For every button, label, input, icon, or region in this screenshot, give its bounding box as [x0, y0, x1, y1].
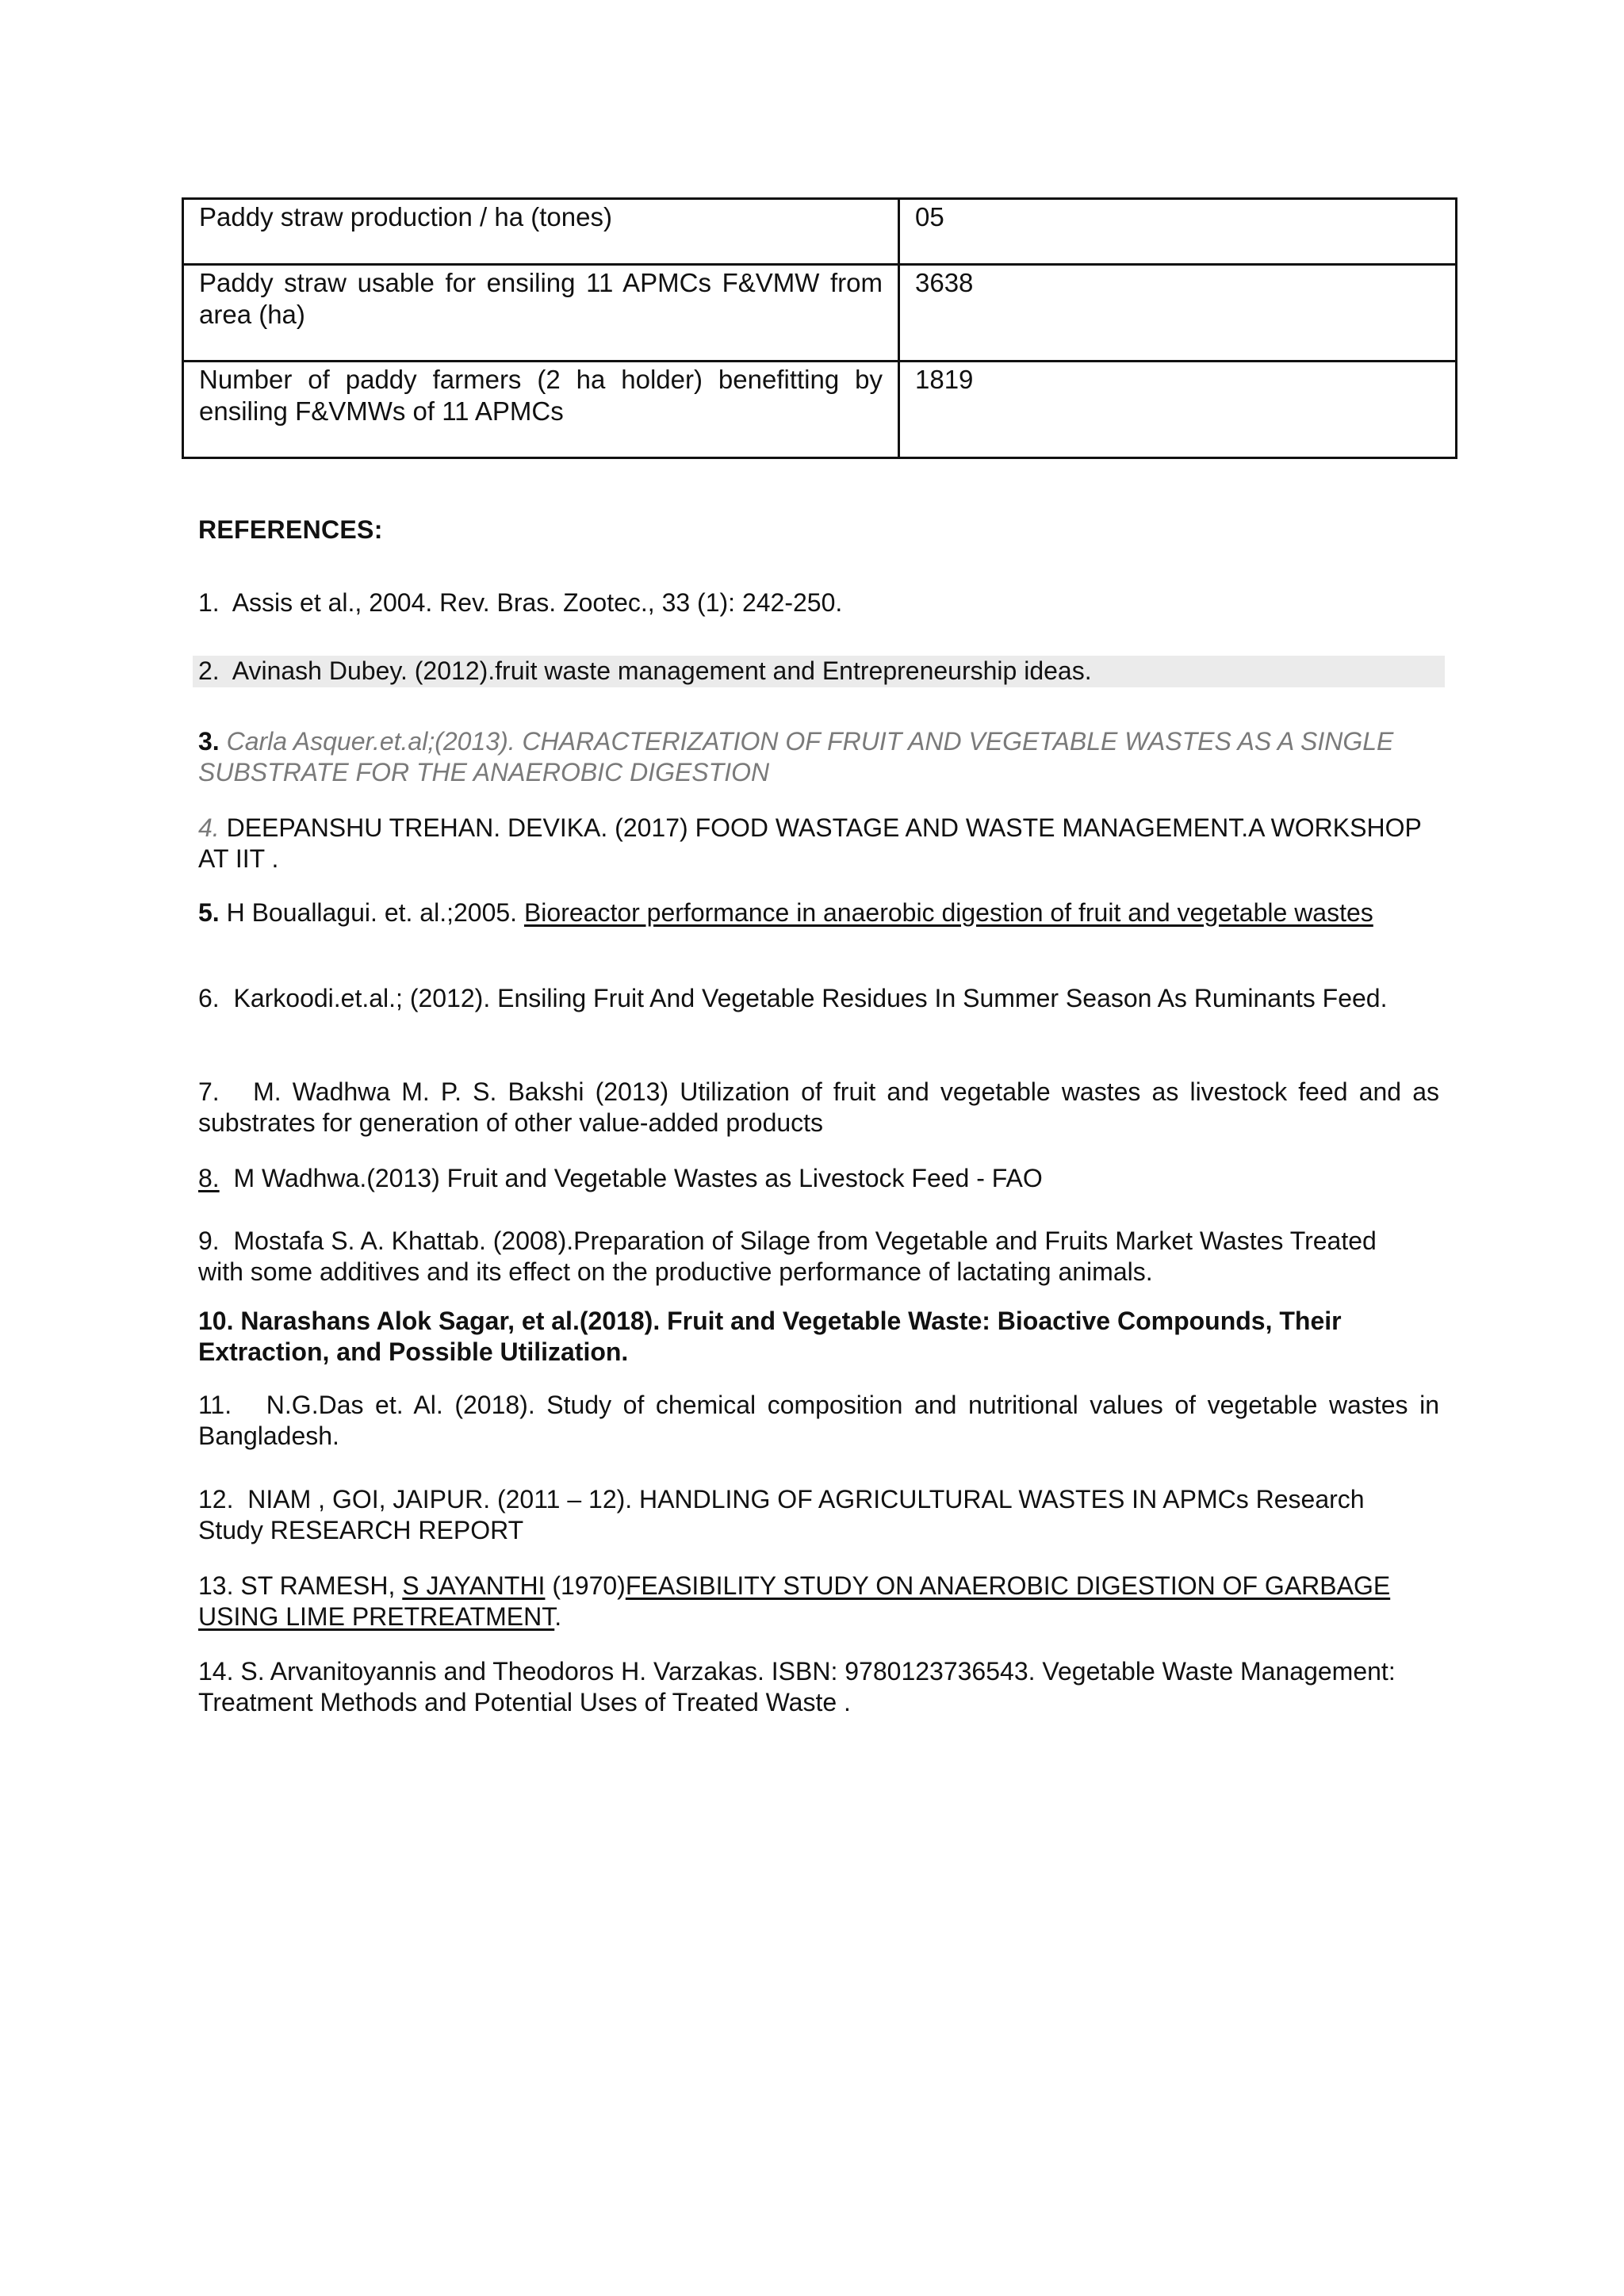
reference-item	[198, 1484, 1396, 1546]
reference-link[interactable]: FEASIBILITY STUDY ON ANAEROBIC DIGESTION OF GARBAGE USING LIME PRETREATMENT	[198, 1571, 1391, 1631]
reference-number: 8.	[198, 1164, 220, 1192]
reference-text: Carla Asquer.et.al;(2013). CHARACTERIZATION OF FRUIT AND VEGETABLE WASTES AS A SINGLE SUBSTRATE FOR THE ANAEROBIC DIGESTION	[198, 727, 1394, 786]
data-table	[182, 197, 1457, 459]
reference-number: 10.	[198, 1307, 234, 1335]
reference-text: N.G.Das et. Al. (2018). Study of chemical composition and nutritional values of vegetable wastes in Bangladesh.	[198, 1391, 1440, 1450]
reference-text: ST RAMESH,	[240, 1571, 396, 1600]
reference-text: Avinash Dubey. (2012).fruit waste management and Entrepreneurship ideas.	[232, 656, 1092, 685]
table-row	[183, 265, 1457, 362]
reference-author-link[interactable]: S JAYANTHI	[402, 1571, 546, 1600]
reference-text: M. Wadhwa M. P. S. Bakshi (2013) Utilization of fruit and vegetable wastes as livestock feed and as substrates for generation of other value-added products	[198, 1077, 1440, 1137]
reference-number: 2.	[198, 656, 220, 685]
reference-item	[198, 1306, 1396, 1368]
reference-item	[198, 813, 1439, 874]
reference-text: DEEPANSHU TREHAN. DEVIKA. (2017) FOOD WASTAGE AND WASTE MANAGEMENT.A WORKSHOP AT IIT .	[198, 813, 1422, 873]
reference-number: 5.	[198, 898, 220, 927]
table-cell-value: 3638	[899, 265, 1457, 362]
reference-item	[198, 1077, 1439, 1138]
reference-item	[198, 587, 1439, 618]
reference-number: 4.	[198, 813, 220, 842]
table-cell-label: Paddy straw usable for ensiling 11 APMCs F&VMW from area (ha)	[183, 265, 899, 362]
table-row	[183, 362, 1457, 458]
reference-item	[198, 726, 1439, 788]
reference-item	[198, 897, 1439, 928]
reference-number: 13.	[198, 1571, 234, 1600]
reference-text: Narashans Alok Sagar, et al.(2018). Fruit and Vegetable Waste: Bioactive Compounds, Their Extraction, and Possible Utilization.	[198, 1307, 1342, 1366]
reference-suffix: .	[554, 1602, 562, 1631]
table-cell-value: 05	[899, 199, 1457, 265]
reference-item	[198, 1571, 1396, 1632]
reference-link[interactable]: Bioreactor performance in anaerobic digestion of fruit and vegetable wastes	[523, 898, 1373, 927]
reference-item	[198, 656, 1439, 687]
reference-number: 3.	[198, 727, 220, 756]
reference-item	[198, 1656, 1396, 1718]
reference-number: 12.	[198, 1485, 234, 1513]
table-cell-value: 1819	[899, 362, 1457, 458]
reference-text: Assis et al., 2004. Rev. Bras. Zootec., 33 (1): 242-250.	[232, 588, 843, 617]
reference-text: M Wadhwa.(2013) Fruit and Vegetable Wastes as Livestock Feed - FAO	[233, 1164, 1043, 1192]
table-cell-label: Number of paddy farmers (2 ha holder) benefitting by ensiling F&VMWs of 11 APMCs	[183, 362, 899, 458]
reference-item	[198, 983, 1439, 1014]
reference-item	[198, 1226, 1396, 1288]
reference-item	[198, 1390, 1439, 1452]
references-heading: REFERENCES:	[198, 515, 383, 544]
reference-number: 6.	[198, 984, 220, 1012]
reference-text: S. Arvanitoyannis and Theodoros H. Varzakas. ISBN: 9780123736543. Vegetable Waste Management: Treatment Methods and Potential Uses of Treated Waste .	[198, 1657, 1396, 1716]
reference-text: Mostafa S. A. Khattab. (2008).Preparation of Silage from Vegetable and Fruits Market Wastes Treated with some additives and its effect on the productive performance of lactating animals.	[198, 1226, 1377, 1286]
reference-item	[198, 1163, 1439, 1194]
reference-text: Karkoodi.et.al.; (2012). Ensiling Fruit And Vegetable Residues In Summer Season As Ruminants Feed.	[233, 984, 1388, 1012]
reference-number: 14.	[198, 1657, 234, 1686]
reference-number: 9.	[198, 1226, 220, 1255]
reference-text: H Bouallagui. et. al.;2005.	[226, 898, 518, 927]
reference-number: 11.	[198, 1391, 232, 1419]
table-row	[183, 199, 1457, 265]
reference-number: 7.	[198, 1077, 220, 1106]
reference-number: 1.	[198, 588, 220, 617]
reference-year: (1970)	[552, 1571, 626, 1600]
table-cell-label: Paddy straw production / ha (tones)	[183, 199, 899, 265]
reference-text: NIAM , GOI, JAIPUR. (2011 – 12). HANDLING OF AGRICULTURAL WASTES IN APMCs Research Study RESEARCH REPORT	[198, 1485, 1365, 1544]
